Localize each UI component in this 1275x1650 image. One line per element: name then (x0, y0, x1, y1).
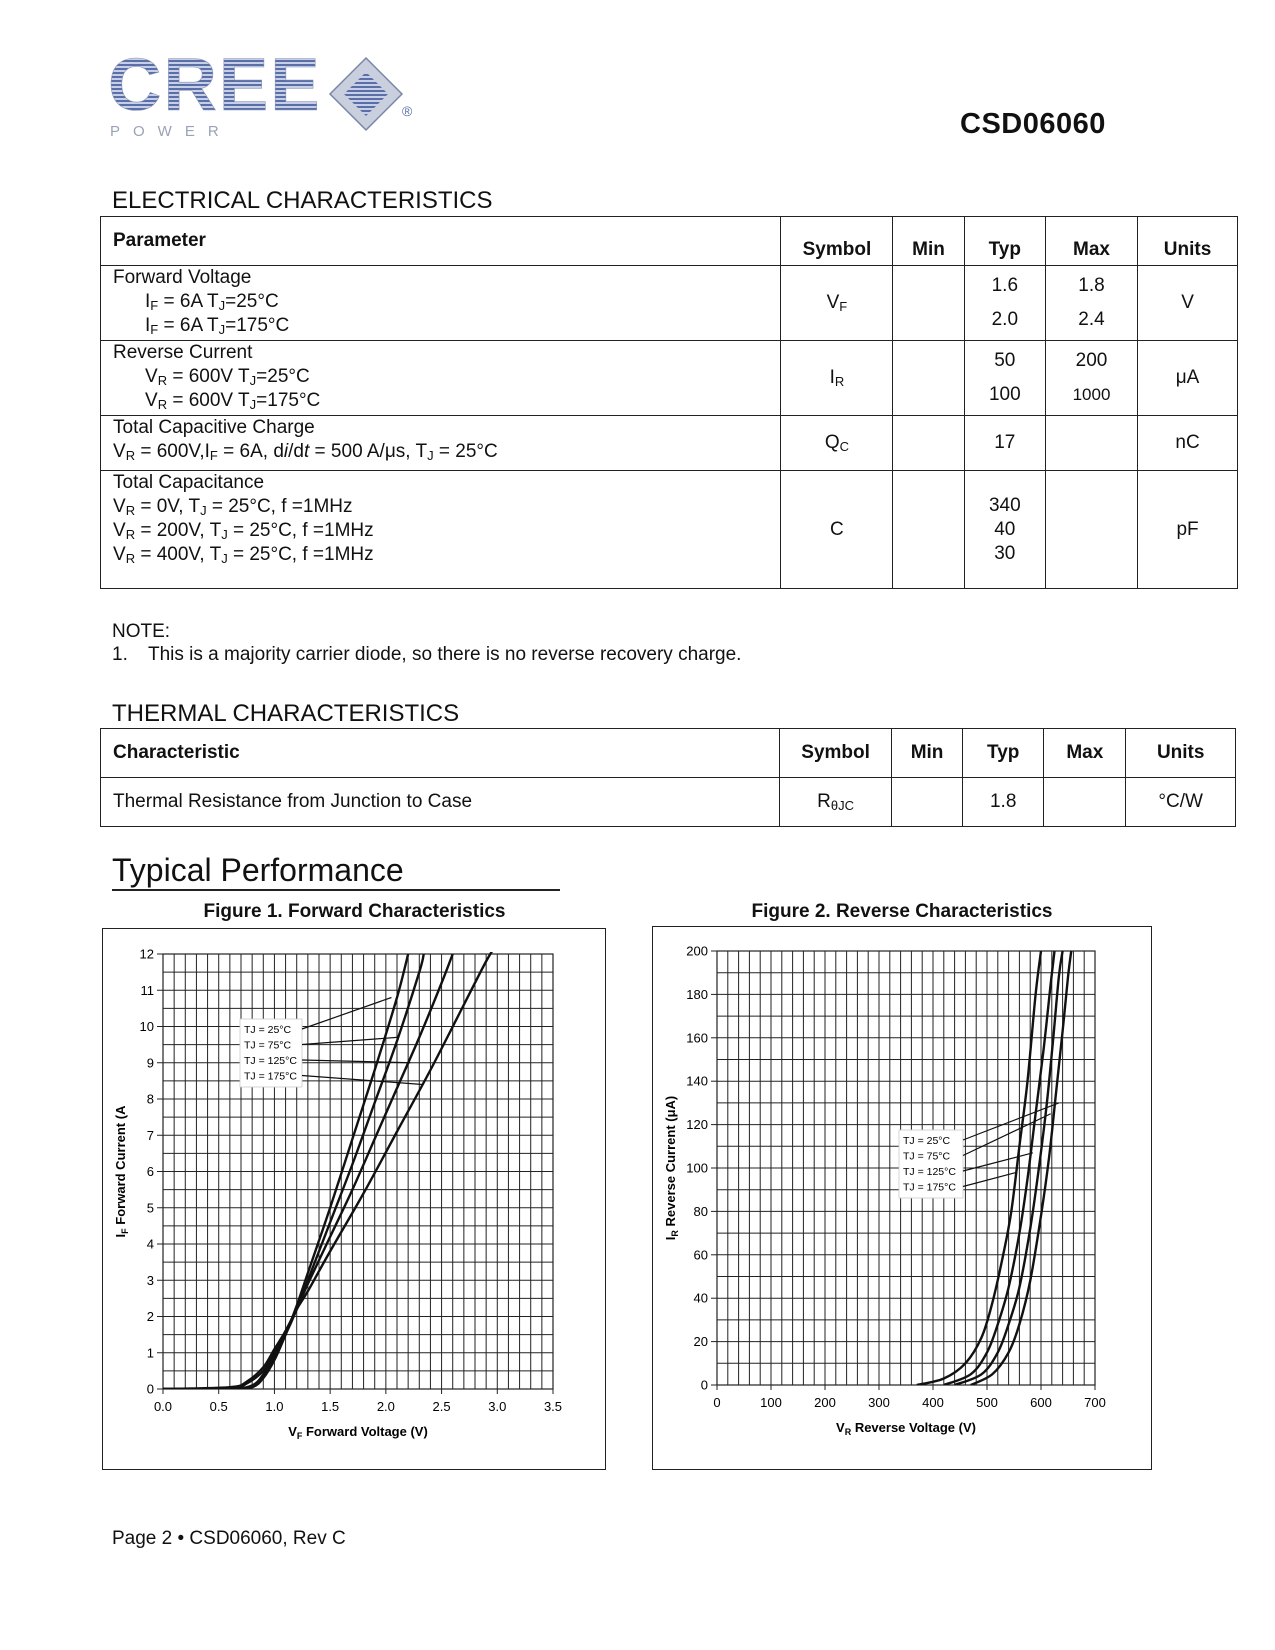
thermal-header-row (101, 729, 1236, 778)
y-tick-label: 2 (146, 1309, 154, 1324)
reverse-current-symbol: $I_R$ (781, 341, 893, 416)
x-tick-label: 0 (713, 1395, 721, 1410)
y-tick-label: 9 (146, 1055, 154, 1071)
x-axis-label: $V_R$ Reverse Voltage (V) (836, 1420, 976, 1437)
forward-voltage-name: Forward Voltage (113, 267, 252, 288)
x-tick-label: 100 (760, 1395, 782, 1410)
header-min: Min (893, 217, 964, 266)
y-tick-label: 1 (146, 1345, 154, 1361)
figure-1-chart-frame (102, 928, 606, 1470)
y-tick-label: 160 (686, 1030, 708, 1046)
header-max: Max (1045, 217, 1137, 266)
capacitive-charge-min (893, 416, 964, 471)
header-symbol: Symbol (781, 217, 893, 266)
note-text: This is a majority carrier diode, so there is no reverse recovery charge. (148, 644, 742, 665)
y-tick-label: 4 (146, 1236, 154, 1252)
y-tick-label: 40 (693, 1290, 708, 1306)
thermal-resistance-min (891, 778, 962, 827)
x-tick-label: 300 (868, 1395, 890, 1410)
figure-2-chart-frame (652, 926, 1152, 1470)
forward-voltage-condition-2: $I_F = 6A$ $T_J=175^\circ C$ (145, 315, 290, 337)
x-tick-label: 700 (1084, 1395, 1106, 1410)
y-tick-label: 20 (693, 1334, 708, 1350)
thermal-header-max: Max (1044, 729, 1126, 778)
note (112, 620, 741, 666)
y-tick-label: 6 (146, 1164, 154, 1179)
capacitive-charge-units: nC (1138, 416, 1238, 471)
logo-wordmark: CREE (108, 48, 322, 126)
note-label: NOTE: (112, 621, 171, 642)
row-total-capacitance (101, 471, 1238, 589)
total-capacitance-symbol: C (781, 471, 893, 589)
thermal-header-symbol: Symbol (780, 729, 892, 778)
cree-power-logo (108, 48, 418, 143)
y-tick-label: 0 (146, 1381, 154, 1397)
thermal-resistance-units: °C/W (1126, 778, 1236, 827)
y-tick-label: 10 (139, 1019, 154, 1034)
legend-entry-0: TJ = 25°C (903, 1135, 951, 1147)
y-tick-label: 12 (139, 946, 154, 962)
row-thermal-resistance (101, 778, 1236, 827)
y-tick-label: 11 (140, 982, 154, 998)
x-tick-label: 400 (922, 1395, 944, 1410)
page-footer: Page 2 • CSD06060, Rev C (112, 1528, 346, 1549)
reverse-current-units: μA (1138, 341, 1238, 416)
capacitive-charge-parameter (101, 416, 781, 471)
electrical-header-row (101, 217, 1238, 266)
y-tick-label: 200 (686, 943, 708, 959)
thermal-header-min: Min (891, 729, 962, 778)
thermal-header-units: Units (1126, 729, 1236, 778)
reverse-current-typ: 50 100 (964, 341, 1045, 416)
total-capacitance-typ: 340 40 30 (964, 471, 1045, 589)
total-capacitance-name: Total Capacitance (113, 472, 265, 493)
y-tick-label: 140 (686, 1073, 708, 1089)
x-tick-label: 200 (814, 1395, 836, 1410)
thermal-resistance-max (1044, 778, 1126, 827)
note-item (112, 643, 741, 666)
total-capacitance-max (1045, 471, 1137, 589)
electrical-title: ELECTRICAL CHARACTERISTICS (112, 187, 493, 214)
reverse-current-name: Reverse Current (113, 342, 253, 363)
reverse-current-min (893, 341, 964, 416)
thermal-table (100, 728, 1236, 827)
total-capacitance-condition-1: $V_R = 0V$, $T_J = 25^\circ C$, f =1MHz (113, 496, 353, 518)
y-tick-label: 0 (700, 1377, 708, 1393)
legend-entry-1: TJ = 75°C (244, 1039, 292, 1052)
header-parameter: Parameter (101, 217, 781, 266)
forward-voltage-units: V (1138, 266, 1238, 341)
header-characteristic: Characteristic (101, 729, 780, 778)
x-tick-label: 1.5 (321, 1399, 340, 1414)
x-tick-label: 2.5 (432, 1399, 451, 1414)
header-units: Units (1138, 217, 1238, 266)
y-tick-label: 3 (146, 1272, 154, 1288)
x-tick-label: 0.0 (153, 1399, 173, 1414)
total-capacitance-units: pF (1138, 471, 1238, 589)
logo-diamond-icon (330, 58, 402, 130)
y-tick-label: 5 (146, 1200, 154, 1216)
figure-2-chart (653, 927, 1151, 1469)
capacitive-charge-symbol: $Q_C$ (781, 416, 893, 471)
x-tick-label: 3.0 (488, 1399, 507, 1414)
figure-1-title: Figure 1. Forward Characteristics (203, 901, 506, 922)
total-capacitance-condition-3: $V_R = 400V$, $T_J = 25^\circ C$, f =1MHz (113, 544, 374, 566)
reverse-current-parameter (101, 341, 781, 416)
x-tick-label: 1.0 (265, 1399, 284, 1414)
y-axis-label: $I_F$ Forward Current (A (113, 1105, 130, 1238)
logo-subtitle: POWER (110, 123, 232, 140)
row-capacitive-charge (101, 416, 1238, 471)
reverse-current-condition-2: $V_R = 600V$ $T_J=175^\circ C$ (145, 390, 321, 412)
total-capacitance-parameter (101, 471, 781, 589)
y-tick-label: 7 (146, 1127, 154, 1143)
thermal-resistance-name: Thermal Resistance from Junction to Case (101, 778, 780, 827)
header-typ: Typ (964, 217, 1045, 266)
capacitive-charge-max (1045, 416, 1137, 471)
y-tick-label: 80 (693, 1203, 708, 1219)
y-tick-label: 180 (686, 986, 708, 1002)
total-capacitance-condition-2: $V_R = 200V$, $T_J = 25^\circ C$, f =1MHz (113, 520, 374, 542)
forward-voltage-max: 1.8 2.4 (1045, 266, 1137, 341)
forward-voltage-parameter (101, 266, 781, 341)
electrical-table (100, 216, 1238, 589)
legend-entry-3: TJ = 175°C (244, 1070, 297, 1083)
capacitive-charge-name: Total Capacitive Charge (113, 417, 315, 438)
forward-voltage-condition-1: $I_F = 6A$ $T_J=25^\circ C$ (145, 291, 279, 313)
figure-1-chart (103, 929, 605, 1469)
legend-entry-3: TJ = 175°C (903, 1181, 956, 1194)
figure-2-title: Figure 2. Reverse Characteristics (751, 901, 1053, 922)
x-tick-label: 2.0 (376, 1399, 395, 1414)
forward-voltage-typ: 1.6 2.0 (964, 266, 1045, 341)
y-tick-label: 8 (146, 1091, 154, 1107)
y-tick-label: 60 (693, 1247, 708, 1263)
x-axis-label: $V_F$ Forward Voltage (V) (288, 1424, 428, 1441)
note-number: 1. (112, 644, 128, 665)
legend-entry-2: TJ = 125°C (244, 1055, 297, 1067)
legend-entry-1: TJ = 75°C (903, 1150, 951, 1163)
logo-registered-mark: ® (402, 103, 413, 119)
thermal-resistance-typ: 1.8 (963, 778, 1044, 827)
thermal-title: THERMAL CHARACTERISTICS (112, 700, 460, 727)
y-tick-label: 120 (686, 1117, 708, 1133)
total-capacitance-min (893, 471, 964, 589)
x-tick-label: 3.5 (543, 1399, 563, 1414)
x-tick-label: 0.5 (209, 1399, 228, 1414)
x-tick-label: 500 (976, 1395, 998, 1410)
capacitive-charge-condition: $V_R = 600V,I_F = 6A$, di/dt = 500 A/μs, $T_J = 25^\circ C$ (113, 441, 498, 463)
thermal-resistance-symbol: $R_{\theta JC}$ (780, 778, 892, 827)
legend-entry-2: TJ = 125°C (903, 1166, 956, 1178)
row-reverse-current (101, 341, 1238, 416)
typical-performance-title: Typical Performance (112, 852, 560, 891)
forward-voltage-min (893, 266, 964, 341)
part-number: CSD06060 (960, 108, 1106, 140)
row-forward-voltage (101, 266, 1238, 341)
reverse-current-condition-1: $V_R = 600V$ $T_J=25^\circ C$ (145, 366, 310, 388)
y-axis-label: $I_R$ Reverse Current (μA) (663, 1095, 680, 1241)
thermal-header-typ: Typ (963, 729, 1044, 778)
y-tick-label: 100 (686, 1160, 708, 1176)
forward-voltage-symbol: $V_F$ (781, 266, 893, 341)
capacitive-charge-typ: 17 (964, 416, 1045, 471)
legend-entry-0: TJ = 25°C (244, 1024, 292, 1036)
reverse-current-max: 200 1000 (1045, 341, 1137, 416)
x-tick-label: 600 (1030, 1395, 1052, 1410)
